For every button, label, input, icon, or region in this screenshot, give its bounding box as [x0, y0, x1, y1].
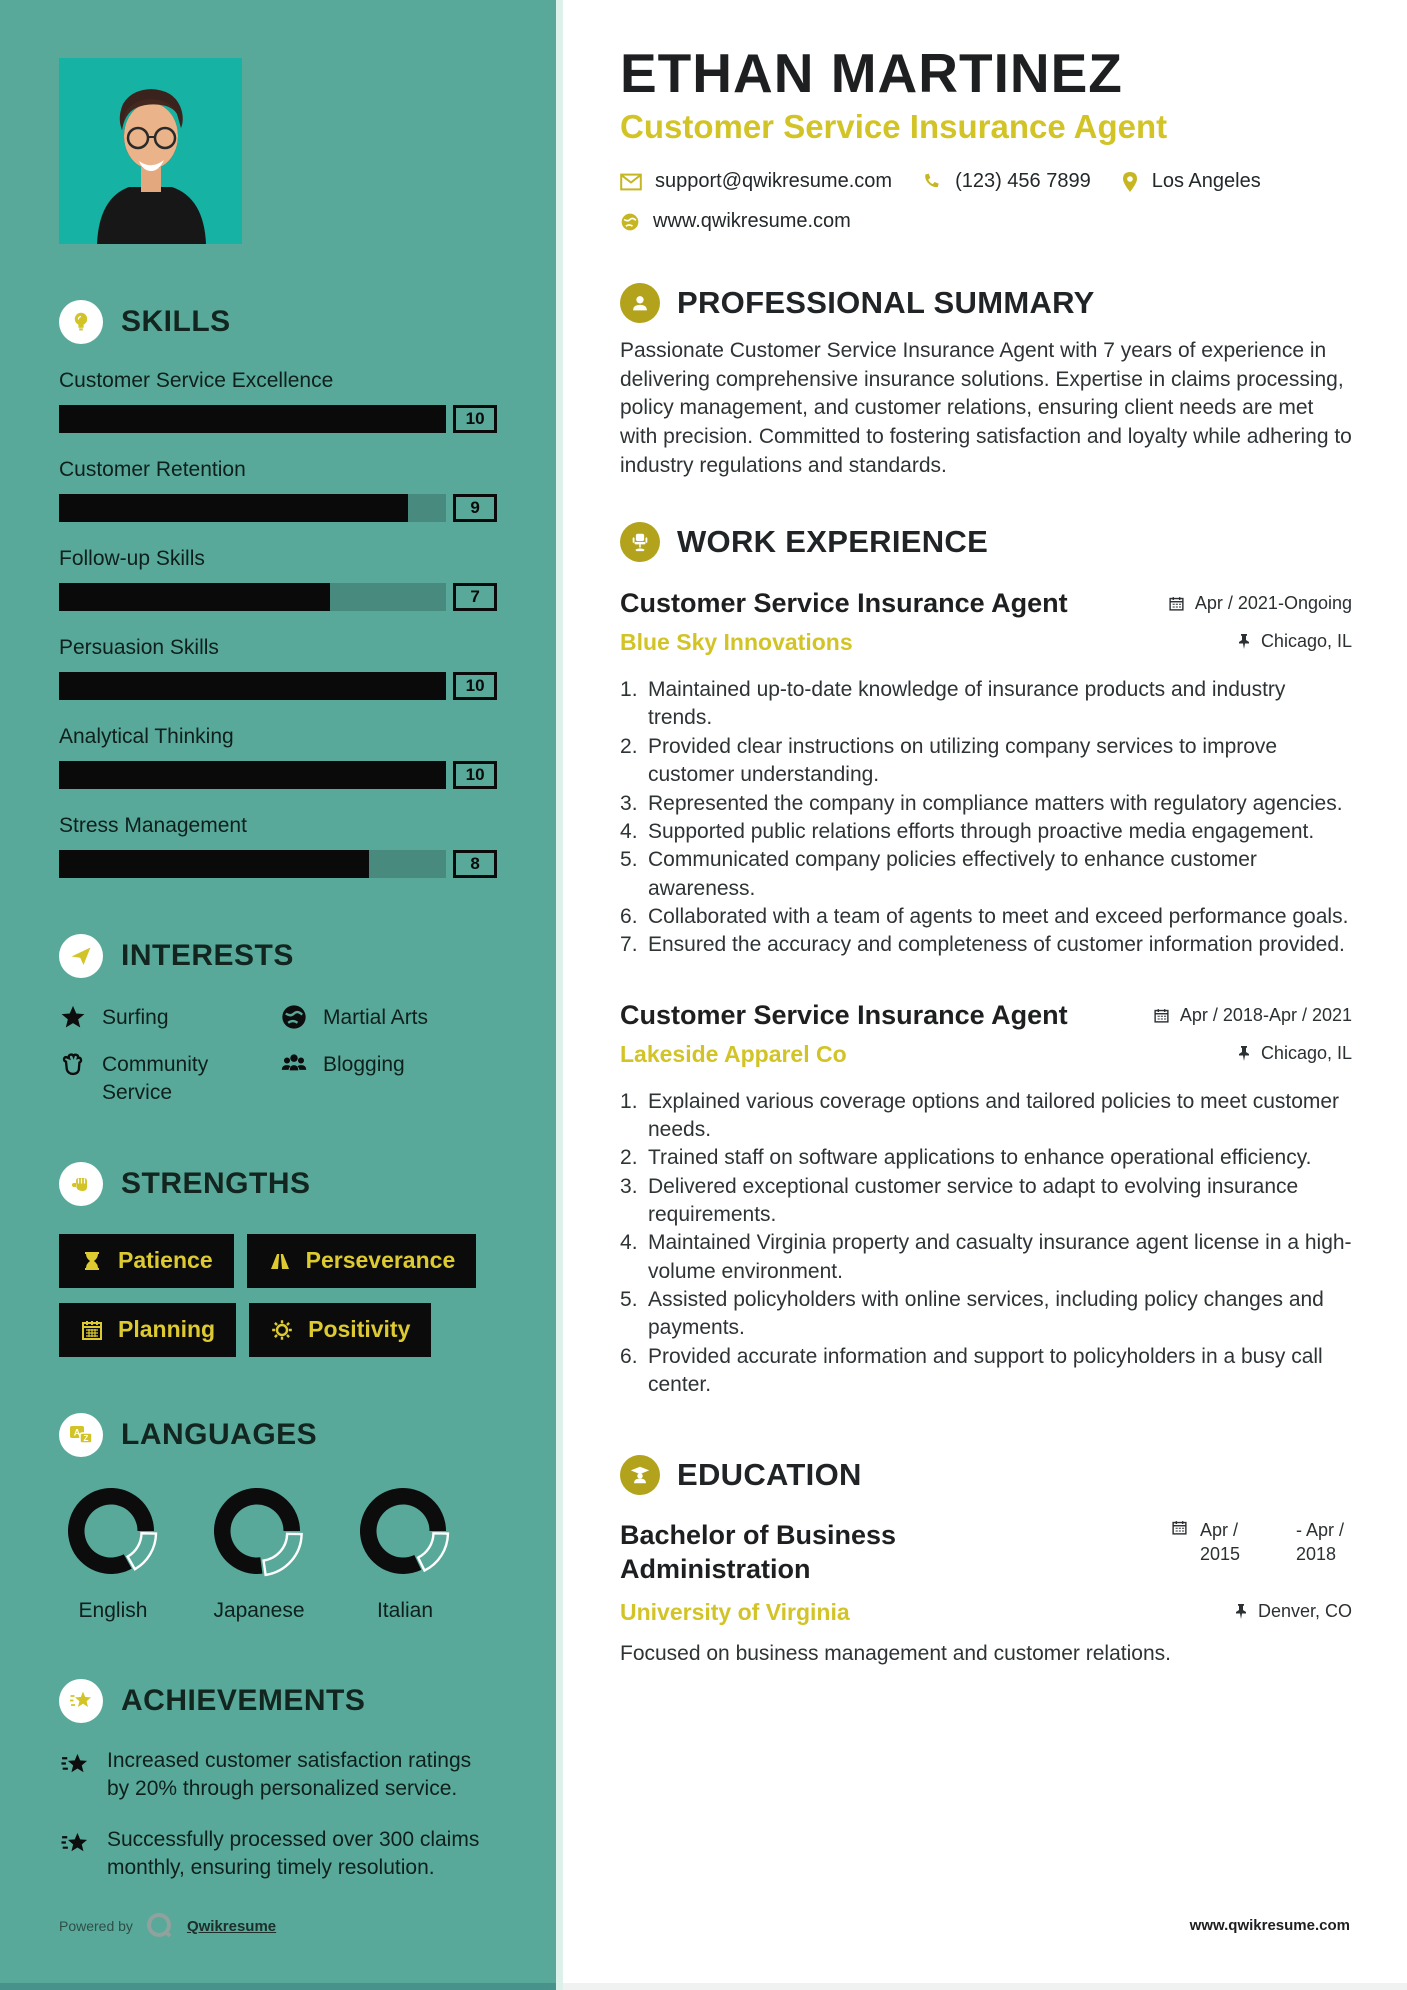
achievement-item: Successfully processed over 300 claims monthly, ensuring timely resolution. — [59, 1826, 497, 1881]
job-location: Chicago, IL — [1237, 631, 1352, 652]
svg-text:Z: Z — [83, 1433, 89, 1443]
skill-value-badge: 8 — [453, 850, 497, 878]
website-text: www.qwikresume.com — [653, 210, 851, 233]
bottom-strip — [0, 1983, 556, 1990]
skills-title: SKILLS — [121, 305, 231, 338]
skill-bar — [59, 672, 446, 700]
job-bullets — [620, 676, 1352, 959]
strength-pill: Patience — [59, 1234, 234, 1288]
calendar-icon — [1168, 595, 1185, 612]
qwikresume-link[interactable]: Qwikresume — [186, 1917, 277, 1935]
phone-icon — [922, 172, 942, 192]
skill-bar — [59, 405, 446, 433]
summary-title: PROFESSIONAL SUMMARY — [677, 285, 1095, 321]
interest-item: Surfing — [59, 1004, 280, 1031]
work-section — [620, 522, 1352, 1399]
achievements-section — [59, 1679, 497, 1882]
strength-pill: Positivity — [249, 1303, 431, 1357]
sparkle-star-icon — [59, 1679, 103, 1723]
star-burst-icon — [59, 1828, 91, 1881]
job-location: Chicago, IL — [1237, 1043, 1352, 1064]
globe-icon — [620, 212, 640, 232]
bullet: Trained staff on software applications to enhance operational efficiency. — [648, 1146, 1312, 1170]
skill-row: Stress Management 8 — [59, 814, 497, 878]
person-icon — [620, 283, 660, 323]
bullet: Supported public relations efforts through proactive media engagement. — [648, 819, 1315, 843]
job-date: Apr / 2018-Apr / 2021 — [1153, 1005, 1352, 1026]
strength-pill: Planning — [59, 1303, 236, 1357]
skill-value-badge: 10 — [453, 405, 497, 433]
education-dates — [1171, 1519, 1352, 1587]
bottom-strip — [563, 1983, 1407, 1990]
svg-text:A: A — [73, 1427, 81, 1438]
profile-photo — [59, 58, 242, 244]
bullet: Collaborated with a team of agents to meet and exceed performance goals. — [648, 904, 1349, 928]
language-donut — [67, 1485, 159, 1577]
education-section — [620, 1455, 1352, 1668]
achievements-title: ACHIEVEMENTS — [121, 1683, 366, 1717]
skill-bar — [59, 583, 446, 611]
job-entry — [620, 1000, 1352, 1400]
paper-plane-icon — [59, 934, 103, 978]
email-item — [620, 170, 892, 193]
email-text: support@qwikresume.com — [655, 170, 893, 193]
bullet: Maintained Virginia property and casualty insurance agent license in a high-volume environment. — [648, 1231, 1352, 1283]
fist-icon — [59, 1162, 103, 1206]
interests-title: INTERESTS — [121, 939, 294, 972]
candidate-title: Customer Service Insurance Agent — [620, 108, 1168, 146]
company-name: Blue Sky Innovations — [620, 629, 853, 656]
language-donut — [359, 1485, 451, 1577]
language-item: Japanese — [205, 1485, 313, 1623]
bullet: Represented the company in compliance matters with regulatory agencies. — [648, 791, 1343, 815]
pushpin-icon — [1237, 633, 1251, 650]
star-icon — [59, 1003, 87, 1031]
hourglass-icon — [80, 1249, 104, 1273]
language-item: English — [59, 1485, 167, 1623]
language-item: Italian — [351, 1485, 459, 1623]
strengths-section — [59, 1162, 497, 1357]
lightbulb-icon — [59, 300, 103, 344]
job-date: Apr / 2021-Ongoing — [1168, 593, 1352, 614]
bullet: Provided accurate information and support to policyholders in a busy call center. — [648, 1344, 1323, 1396]
school-name: University of Virginia — [620, 1598, 850, 1625]
skill-row: Persuasion Skills 10 — [59, 636, 497, 700]
envelope-icon — [620, 173, 642, 191]
calendar-icon — [1153, 1007, 1170, 1024]
achievement-item: Increased customer satisfaction ratings by 20% through personalized service. — [59, 1747, 497, 1802]
bullet: Maintained up-to-date knowledge of insurance products and industry trends. — [648, 678, 1286, 730]
sun-icon — [270, 1318, 294, 1342]
skill-value-badge: 9 — [453, 494, 497, 522]
contact-row — [620, 170, 1352, 193]
powered-by-label: Powered by — [59, 1918, 133, 1934]
candidate-name: ETHAN MARTINEZ — [620, 42, 1123, 104]
skill-value-badge: 10 — [453, 761, 497, 789]
summary-text: Passionate Customer Service Insurance Agent with 7 years of experience in delivering comprehensive insurance solutions. Expertise in claims processing, policy management, and customer relations, ensuring client needs are met with precision. Committed to fostering satisfaction and loyalty while adhering to industry regulations and standards. — [620, 339, 1352, 477]
sidebar-footer — [59, 1910, 276, 1942]
degree-name: Bachelor of Business Administration — [620, 1520, 897, 1585]
summary-section — [620, 283, 1352, 480]
skill-row: Follow-up Skills 7 — [59, 547, 497, 611]
job-bullets — [620, 1088, 1352, 1400]
phone-text: (123) 456 7899 — [955, 170, 1091, 193]
footer-site: www.qwikresume.com — [1189, 1917, 1350, 1934]
education-location: Denver, CO — [1234, 1601, 1352, 1622]
bullet: Delivered exceptional customer service to adapt to evolving insurance requirements. — [648, 1174, 1299, 1226]
qwikresume-logo-icon — [144, 1910, 176, 1942]
star-burst-icon — [59, 1749, 91, 1802]
skill-row: Customer Service Excellence 10 — [59, 369, 497, 433]
languages-title: LANGUAGES — [121, 1417, 318, 1451]
website-item — [620, 210, 851, 233]
people-icon — [280, 1050, 308, 1078]
pushpin-icon — [1234, 1603, 1248, 1620]
bullet: Ensured the accuracy and completeness of customer information provided. — [648, 933, 1345, 957]
interest-item: Martial Arts — [280, 1004, 497, 1031]
strength-pill: Perseverance — [247, 1234, 477, 1288]
skills-section — [59, 300, 497, 878]
skill-row: Customer Retention 9 — [59, 458, 497, 522]
contact-row — [620, 210, 1352, 233]
map-pin-icon — [1121, 171, 1139, 193]
work-title: WORK EXPERIENCE — [677, 524, 989, 560]
language-donut — [213, 1485, 305, 1577]
languages-section — [59, 1413, 497, 1623]
road-icon — [268, 1249, 292, 1273]
sidebar — [0, 0, 556, 1990]
pushpin-icon — [1237, 1045, 1251, 1062]
location-text: Los Angeles — [1151, 170, 1261, 193]
translate-icon — [59, 1413, 103, 1457]
job-title: Customer Service Insurance Agent — [620, 588, 1068, 619]
skill-bar — [59, 494, 446, 522]
calendar-icon — [1171, 1519, 1188, 1566]
hand-icon — [59, 1050, 87, 1078]
interests-section — [59, 934, 497, 1106]
skill-value-badge: 10 — [453, 672, 497, 700]
interest-item: Community Service — [59, 1051, 280, 1106]
phone-item — [922, 170, 1091, 193]
interest-item: Blogging — [280, 1051, 497, 1106]
calendar-icon — [80, 1318, 104, 1342]
bullet: Provided clear instructions on utilizing company services to improve customer understanding. — [648, 734, 1278, 787]
skill-row: Analytical Thinking 10 — [59, 725, 497, 789]
education-note: Focused on business management and customer relations. — [620, 1641, 1171, 1665]
bullet: Communicated company policies effectively to enhance customer awareness. — [648, 848, 1257, 900]
company-name: Lakeside Apparel Co — [620, 1040, 847, 1067]
main-column — [563, 0, 1407, 1990]
office-chair-icon — [620, 522, 660, 562]
sidebar-edge — [556, 0, 563, 1990]
graduate-icon — [620, 1455, 660, 1495]
bullet: Assisted policyholders with online services, including policy changes and payments. — [648, 1287, 1324, 1340]
skill-bar — [59, 761, 446, 789]
education-title: EDUCATION — [677, 1457, 862, 1493]
strengths-title: STRENGTHS — [121, 1166, 311, 1200]
skill-bar — [59, 850, 446, 878]
bullet: Explained various coverage options and tailored policies to meet customer needs. — [648, 1089, 1340, 1141]
education-start-date: Apr / 2015 — [1200, 1520, 1241, 1564]
job-entry — [620, 588, 1352, 959]
job-title: Customer Service Insurance Agent — [620, 999, 1068, 1030]
globe-icon — [280, 1003, 308, 1031]
education-end-date: - Apr / 2018 — [1296, 1520, 1345, 1564]
skill-value-badge: 7 — [453, 583, 497, 611]
location-item — [1121, 170, 1261, 193]
